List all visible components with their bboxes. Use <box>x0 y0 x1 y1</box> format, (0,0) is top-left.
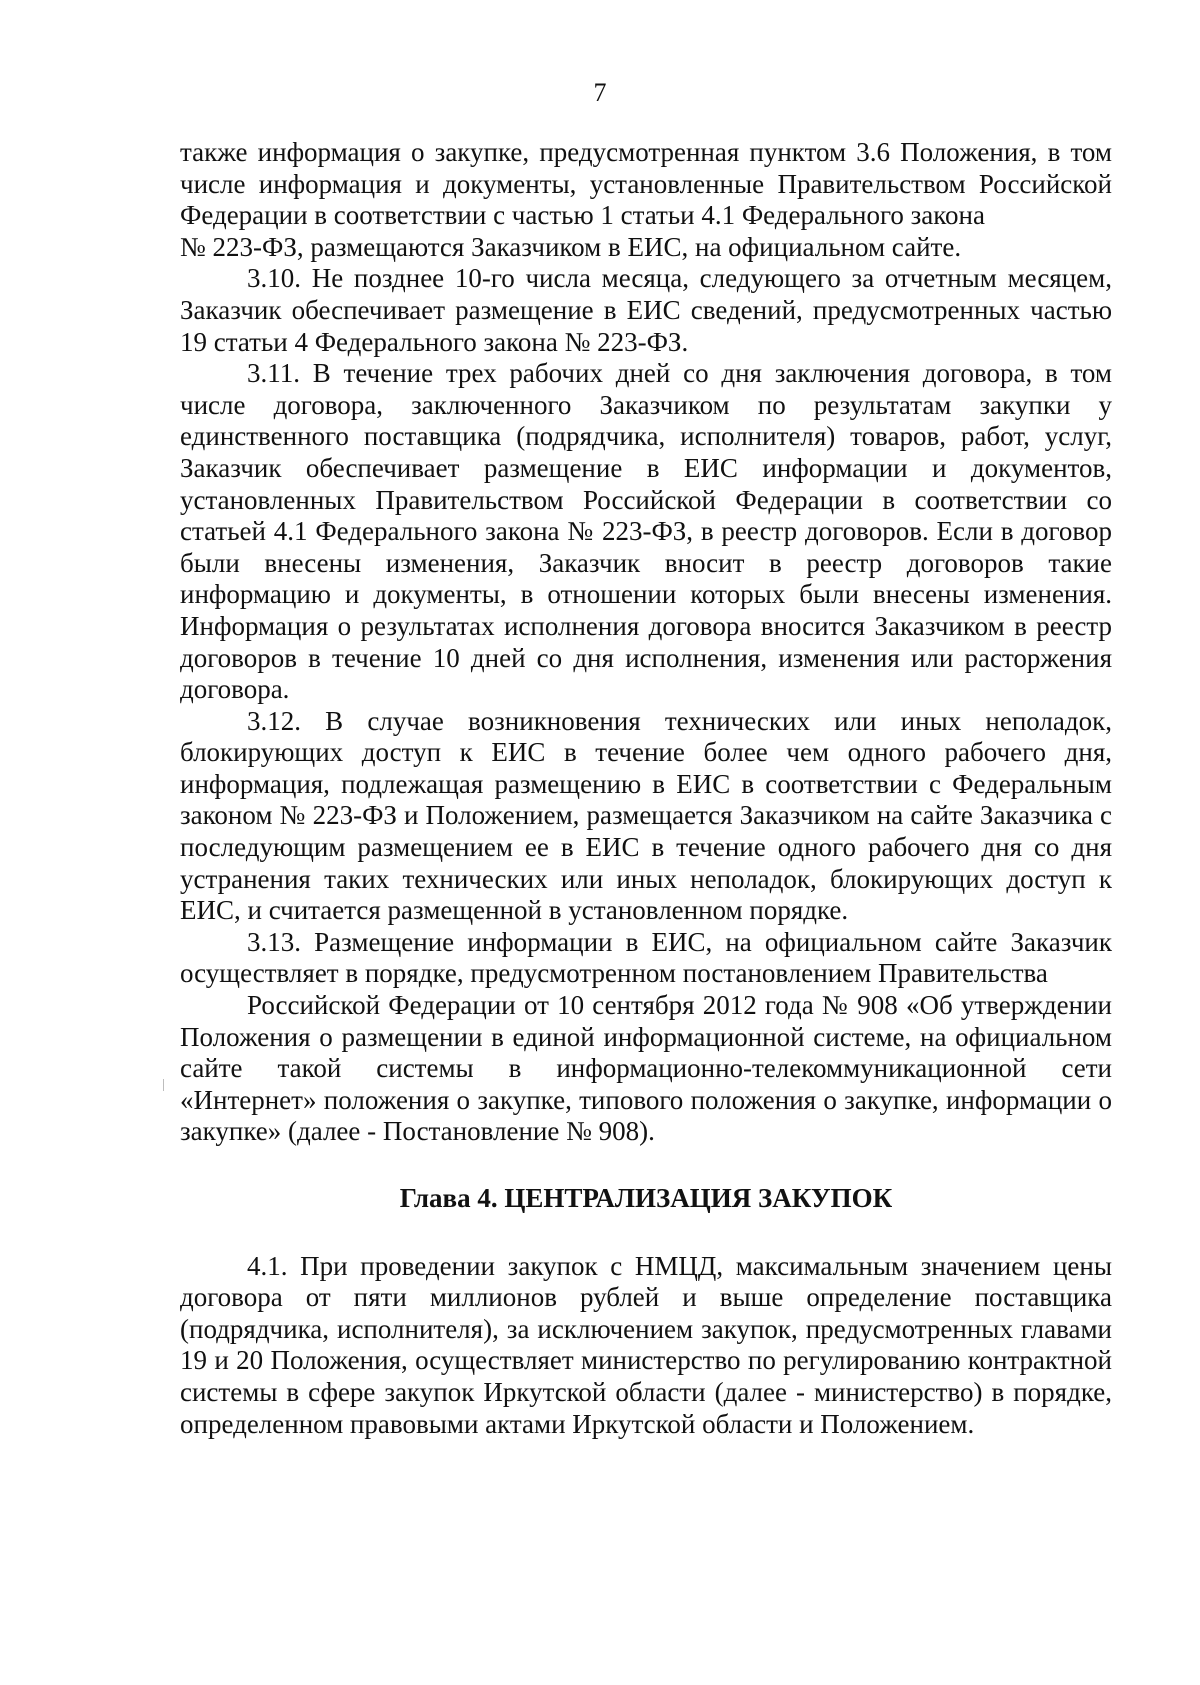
paragraph-3-11: 3.11. В течение трех рабочих дней со дня заключения договора, в том числе договора, заключенного Заказчиком по результатам закупки у единственного поставщика (подрядчика, исполнителя) товаров, работ, услуг, Заказчик обеспечивает размещение в ЕИС информации и документов, установленных Правительством Российской Федерации в соответствии со статьей 4.1 Федерального закона № 223-ФЗ, в реестр договоров. Если в договор были внесены изменения, Заказчик вносит в реестр договоров такие информацию и документы, в отношении которых были внесены изменения. Информация о результатах исполнения договора вносится Заказчиком в реестр договоров в течение 10 дней со дня исполнения, изменения или расторжения договора. <box>180 358 1112 705</box>
margin-scan-mark <box>163 1079 164 1091</box>
paragraph-4-1: 4.1. При проведении закупок с НМЦД, максимальным значением цены договора от пяти миллионов рублей и выше определение поставщика (подрядчика, исполнителя), за исключением закупок, предусмотренных главами 19 и 20 Положения, осуществляет министерство по регулированию контрактной системы в сфере закупок Иркутской области (далее - министерство) в порядке, определенном правовыми актами Иркутской области и Положением. <box>180 1250 1112 1439</box>
paragraph-3-10: 3.10. Не позднее 10-го числа месяца, следующего за отчетным месяцем, Заказчик обеспечивает размещение в ЕИС сведений, предусмотренных частью 19 статьи 4 Федерального закона № 223-ФЗ. <box>180 263 1112 357</box>
paragraph-law-reference: № 223-ФЗ, размещаются Заказчиком в ЕИС, на официальном сайте. <box>180 231 962 262</box>
paragraph-3-13: 3.13. Размещение информации в ЕИС, на официальном сайте Заказчик осуществляет в порядке, предусмотренном постановлением Правительства <box>180 926 1112 989</box>
chapter-title: Глава 4. ЦЕНТРАЛИЗАЦИЯ ЗАКУПОК <box>399 1183 893 1213</box>
page-number: 7 <box>593 78 607 107</box>
document-body <box>180 137 1112 1440</box>
paragraph-3-12: 3.12. В случае возникновения технических или иных неполадок, блокирующих доступ к ЕИС в течение более чем одного рабочего дня, информация, подлежащая размещению в ЕИС в соответствии с Федеральным законом № 223-ФЗ и Положением, размещается Заказчиком на сайте Заказчика с последующим размещением ее в ЕИС в течение одного рабочего дня со дня устранения таких технических или иных неполадок, блокирующих доступ к ЕИС, и считается размещенной в установленном порядке. <box>180 705 1112 926</box>
paragraph-resolution-908: Российской Федерации от 10 сентября 2012 года № 908 «Об утверждении Положения о размещении в единой информационной системе, на официальном сайте такой системы в информационно-телекоммуникационной сети «Интернет» положения о закупке, типового положения о закупке, информации о закупке» (далее - Постановление № 908). <box>180 990 1112 1147</box>
paragraph-continuation: также информация о закупке, предусмотренная пунктом 3.6 Положения, в том числе информация и документы, установленные Правительством Российской Федерации в соответствии с частью 1 статьи 4.1 Федерального закона <box>180 137 1112 231</box>
